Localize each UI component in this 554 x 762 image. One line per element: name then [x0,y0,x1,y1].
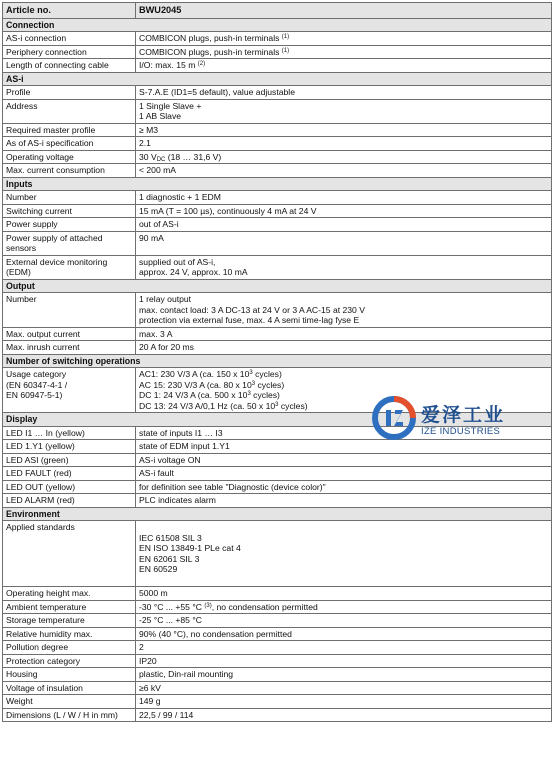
row-value-text: 1 diagnostic + 1 EDM [139,192,221,202]
row-value-text: max. contact load: 3 A DC-13 at 24 V or 3 A AC-15 at 230 V [139,304,365,315]
row-value-line [139,125,548,136]
row-value-line [139,554,548,565]
row-label: Periphery connection [6,46,87,57]
row-value-text: out of AS-i [139,219,179,229]
row-value-subscript: DC [156,156,166,163]
row-value-line [139,588,548,599]
row-label: External device monitoring [6,256,108,267]
watermark-chinese-text: 爱泽工业 [421,404,506,426]
row-value-cell [136,695,552,709]
section-header-row [3,507,552,521]
row-value-line [139,257,548,268]
row-label: Ambient temperature [6,601,87,612]
row-value-line [139,669,548,680]
row-label: Voltage of insulation [6,682,83,693]
row-value-line [139,267,548,278]
section-title: AS-i [3,72,552,86]
row-value-line [139,602,548,613]
section-title: Inputs [3,177,552,191]
row-label: Max. current consumption [6,165,105,175]
ize-watermark [372,396,532,444]
row-label-cell [3,204,136,218]
row-value-text: approx. 24 V, approx. 10 mA [139,267,248,277]
row-value-line [139,47,548,58]
row-value-footnote: (1) [281,47,290,54]
row-label: Protection category [6,655,81,666]
row-value-cell [136,654,552,668]
row-value-text: AS-i fault [139,468,174,478]
table-row [3,191,552,205]
row-value-line [139,294,548,305]
row-value-text: AS-i voltage ON [139,454,201,465]
table-row [3,494,552,508]
table-row [3,231,552,255]
row-label-cell [3,494,136,508]
row-label: Usage category [6,369,67,379]
table-row [3,627,552,641]
row-value-cell [136,668,552,682]
row-value-footnote: 3 [247,391,251,397]
row-value-cell [136,150,552,164]
row-value-footnote: (3) [204,602,212,609]
table-row [3,59,552,73]
table-row [3,255,552,279]
row-value-text: plastic, Din-rail mounting [139,669,234,679]
row-label: As of AS-i specification [6,138,94,148]
row-value-cell [136,255,552,279]
row-value-text: 5000 m [139,588,168,598]
row-value-text: for definition see table "Diagnostic (device color)" [139,481,326,492]
table-row [3,521,552,587]
row-label: EN 60947-5-1) [6,390,63,400]
row-value-text: 90 mA [139,232,164,243]
spec-sheet [2,2,551,722]
row-value-cell [136,453,552,467]
row-label-cell [3,59,136,73]
row-label: (EDM) [6,267,31,277]
row-label-cell [3,293,136,328]
row-label: Operating height max. [6,588,91,598]
row-label: Address [6,100,38,111]
row-value-line [139,495,548,506]
row-value-footnote: 3 [275,401,279,408]
row-value-cell [136,614,552,628]
row-value-text: supplied out of AS-i, [139,256,216,267]
table-row [3,327,552,341]
row-value-line [139,342,548,353]
row-value-line [139,111,548,122]
row-label-cell [3,164,136,178]
row-value-line [139,629,548,640]
row-value-line [139,543,548,554]
row-value-cell [136,341,552,355]
row-label: Required master profile [6,124,96,135]
row-value-cell [136,681,552,695]
section-title: Output [3,279,552,293]
row-value-text: 2 [139,642,144,652]
table-row [3,293,552,328]
row-value-line [139,455,548,466]
row-value-text: EN ISO 13849-1 PLe cat 4 [139,543,241,553]
row-value-line [139,683,548,694]
row-value-line [139,206,548,217]
row-value-cell [136,293,552,328]
row-value-line [139,329,548,340]
row-value-text-after: (18 … 31,6 V) [165,151,222,162]
row-value-line [139,642,548,653]
row-label: Housing [6,669,38,679]
row-label: LED 1.Y1 (yellow) [6,441,75,451]
row-label-cell [3,99,136,123]
row-label-cell [3,627,136,641]
row-label: Max. output current [6,328,81,339]
table-row [3,587,552,601]
row-label: LED ALARM (red) [6,495,75,505]
row-label: Number [6,192,37,202]
row-value-line [139,696,548,707]
row-value-footnote: 3 [251,380,256,387]
row-value-line [139,87,548,98]
row-value-line [139,152,548,163]
table-row [3,467,552,481]
row-value-cell [136,480,552,494]
row-value-text: -25 °C ... +85 °C [139,615,202,625]
row-value-text: 1 AB Slave [139,111,182,121]
row-label: Profile [6,87,31,97]
row-value-text: I/O: max. 15 m [139,60,198,70]
row-value-text: < 200 mA [139,165,177,175]
row-value-text: 20 A for 20 ms [139,342,194,352]
row-label: sensors [6,243,37,253]
table-row [3,681,552,695]
row-label: Storage temperature [6,615,85,625]
row-label-cell [3,600,136,614]
row-value-cell [136,587,552,601]
row-value-footnote: (2) [197,61,206,67]
table-row [3,341,552,355]
row-value-line [139,656,548,667]
row-value-line [139,710,548,721]
row-value-line [139,369,548,380]
row-value-cell [136,99,552,123]
table-row [3,708,552,722]
spec-table-body [3,3,552,722]
row-label: LED ASI (green) [6,454,69,465]
row-label: LED I1 … In (yellow) [6,427,85,438]
row-value-text: COMBICON plugs, push-in terminals [139,46,282,57]
row-value-text-after: cycles) [278,400,308,411]
row-value-footnote: 3 [249,370,253,376]
section-header-row [3,72,552,86]
row-label-cell [3,521,136,587]
row-label: (EN 60347-4-1 / [6,379,68,390]
row-value-text: 22,5 / 99 / 114 [139,709,194,720]
row-label-cell [3,587,136,601]
row-value-cell [136,641,552,655]
row-value-line [139,315,548,326]
row-value-line [139,564,548,575]
row-value-cell [136,708,552,722]
row-value-line [139,165,548,176]
row-label-cell [3,440,136,454]
row-value-cell [136,45,552,59]
table-row [3,480,552,494]
row-value-line [139,533,548,544]
header-article-number: BWU2045 [136,3,552,19]
row-label: Pollution degree [6,642,69,652]
table-row [3,668,552,682]
row-value-footnote: (1) [281,34,290,40]
row-value-text: ≥6 kV [139,682,161,693]
row-value-cell [136,123,552,137]
row-value-text: S-7.A.E (ID1=5 default), value adjustable [139,87,295,97]
row-label: Weight [6,696,33,706]
row-label: Relative humidity max. [6,628,93,639]
section-header-row [3,18,552,32]
table-row [3,600,552,614]
table-row [3,164,552,178]
ize-logo-icon [372,396,416,440]
row-label-cell [3,467,136,481]
row-label-cell [3,368,136,413]
row-value-cell [136,137,552,151]
spec-table [2,2,552,722]
row-value-cell [136,521,552,587]
row-label-cell [3,668,136,682]
row-label-cell [3,426,136,440]
row-label-cell [3,45,136,59]
row-value-cell [136,191,552,205]
row-value-text: 30 V [139,151,157,162]
row-label: Applied standards [6,522,75,532]
row-label-cell [3,218,136,232]
row-label-cell [3,150,136,164]
row-value-text: IEC 61508 SIL 3 [139,532,202,543]
row-label: Operating voltage [6,151,74,162]
row-value-line [139,380,548,391]
row-value-text: EN 62061 SIL 3 [139,553,200,564]
table-row [3,86,552,100]
row-label-cell [3,681,136,695]
table-header-row [3,3,552,19]
row-value-text: EN 60529 [139,564,178,574]
row-label-cell [3,327,136,341]
row-value-text-after: cycles) [252,369,282,379]
row-value-cell [136,204,552,218]
row-label-cell [3,614,136,628]
section-header-row [3,354,552,368]
row-label: LED OUT (yellow) [6,481,76,492]
table-row [3,45,552,59]
section-title: Number of switching operations [3,354,552,368]
table-row [3,695,552,709]
table-row [3,204,552,218]
row-value-cell [136,467,552,481]
row-value-cell [136,218,552,232]
row-label-cell [3,453,136,467]
row-label: Power supply of attached [6,232,103,243]
row-label: Switching current [6,205,72,216]
row-value-line [139,575,548,586]
section-title: Connection [3,18,552,32]
row-value-text: state of inputs I1 … I3 [139,427,223,438]
row-value-cell [136,494,552,508]
table-row [3,137,552,151]
row-label-cell [3,191,136,205]
row-value-cell [136,600,552,614]
row-value-cell [136,59,552,73]
row-label: Power supply [6,219,58,229]
row-value-text: 15 mA (T = 100 µs), continuously 4 mA at 24 V [139,205,317,216]
row-value-text-after: cycles) [250,390,280,400]
header-label: Article no. [3,3,136,19]
section-title: Display [3,413,552,427]
row-label: Length of connecting cable [6,60,109,70]
row-value-cell [136,231,552,255]
row-value-line [139,233,548,244]
row-value-line [139,192,548,203]
row-label-cell [3,695,136,709]
table-row [3,614,552,628]
row-value-line [139,305,548,316]
row-label: Dimensions (L / W / H in mm) [6,709,118,720]
row-label-cell [3,654,136,668]
row-value-text: state of EDM input 1.Y1 [139,441,230,451]
row-value-line [139,522,548,533]
row-label: Max. inrush current [6,342,80,352]
watermark-english-text: IZE INDUSTRIES [421,426,501,437]
row-value-line [139,60,548,71]
row-value-text: 2.1 [139,138,151,148]
row-label-cell [3,641,136,655]
row-value-text: -30 °C ... +55 °C [139,601,205,612]
table-row [3,641,552,655]
table-row [3,150,552,164]
row-value-text: IP20 [139,655,157,666]
row-value-line [139,33,548,44]
row-label-cell [3,341,136,355]
row-value-text-after: , no condensation permitted [211,601,318,612]
row-label-cell [3,32,136,46]
row-value-text: AC 15: 230 V/3 A (ca. 80 x 10 [139,379,252,390]
table-row [3,32,552,46]
row-value-text: protection via external fuse, max. 4 A semi time-lag fyse E [139,315,360,325]
row-label: Number [6,294,37,304]
section-header-row [3,177,552,191]
table-row [3,453,552,467]
section-title: Environment [3,507,552,521]
row-value-text: AC1: 230 V/3 A (ca. 150 x 10 [139,369,250,379]
row-value-text: max. 3 A [139,328,173,339]
row-value-cell [136,32,552,46]
row-value-text: ≥ M3 [139,124,159,135]
row-value-line [139,482,548,493]
row-value-cell [136,627,552,641]
row-value-line [139,468,548,479]
row-label-cell [3,231,136,255]
row-value-text: COMBICON plugs, push-in terminals [139,33,282,43]
row-value-text: PLC indicates alarm [139,495,216,505]
row-value-text: DC 13: 24 V/3 A/0,1 Hz (ca. 50 x 10 [139,400,276,411]
row-label-cell [3,708,136,722]
row-label-cell [3,123,136,137]
row-value-text: 1 relay output [139,294,192,304]
row-value-text: 90% (40 °C), no condensation permitted [139,628,292,639]
row-label-cell [3,255,136,279]
table-row [3,99,552,123]
row-label: LED FAULT (red) [6,468,72,478]
row-value-text: 1 Single Slave + [139,100,202,111]
section-header-row [3,279,552,293]
row-value-line [139,219,548,230]
row-value-line [139,615,548,626]
row-label-cell [3,480,136,494]
row-value-line [139,101,548,112]
table-row [3,218,552,232]
table-row [3,654,552,668]
row-value-text: 149 g [139,696,161,706]
row-label-cell [3,137,136,151]
row-value-cell [136,327,552,341]
row-value-text-after: cycles) [255,379,285,390]
row-value-text: DC 1: 24 V/3 A (ca. 500 x 10 [139,390,248,400]
row-value-line [139,138,548,149]
row-label: AS-i connection [6,33,67,43]
row-value-cell [136,86,552,100]
row-value-cell [136,164,552,178]
table-row [3,123,552,137]
row-label-cell [3,86,136,100]
